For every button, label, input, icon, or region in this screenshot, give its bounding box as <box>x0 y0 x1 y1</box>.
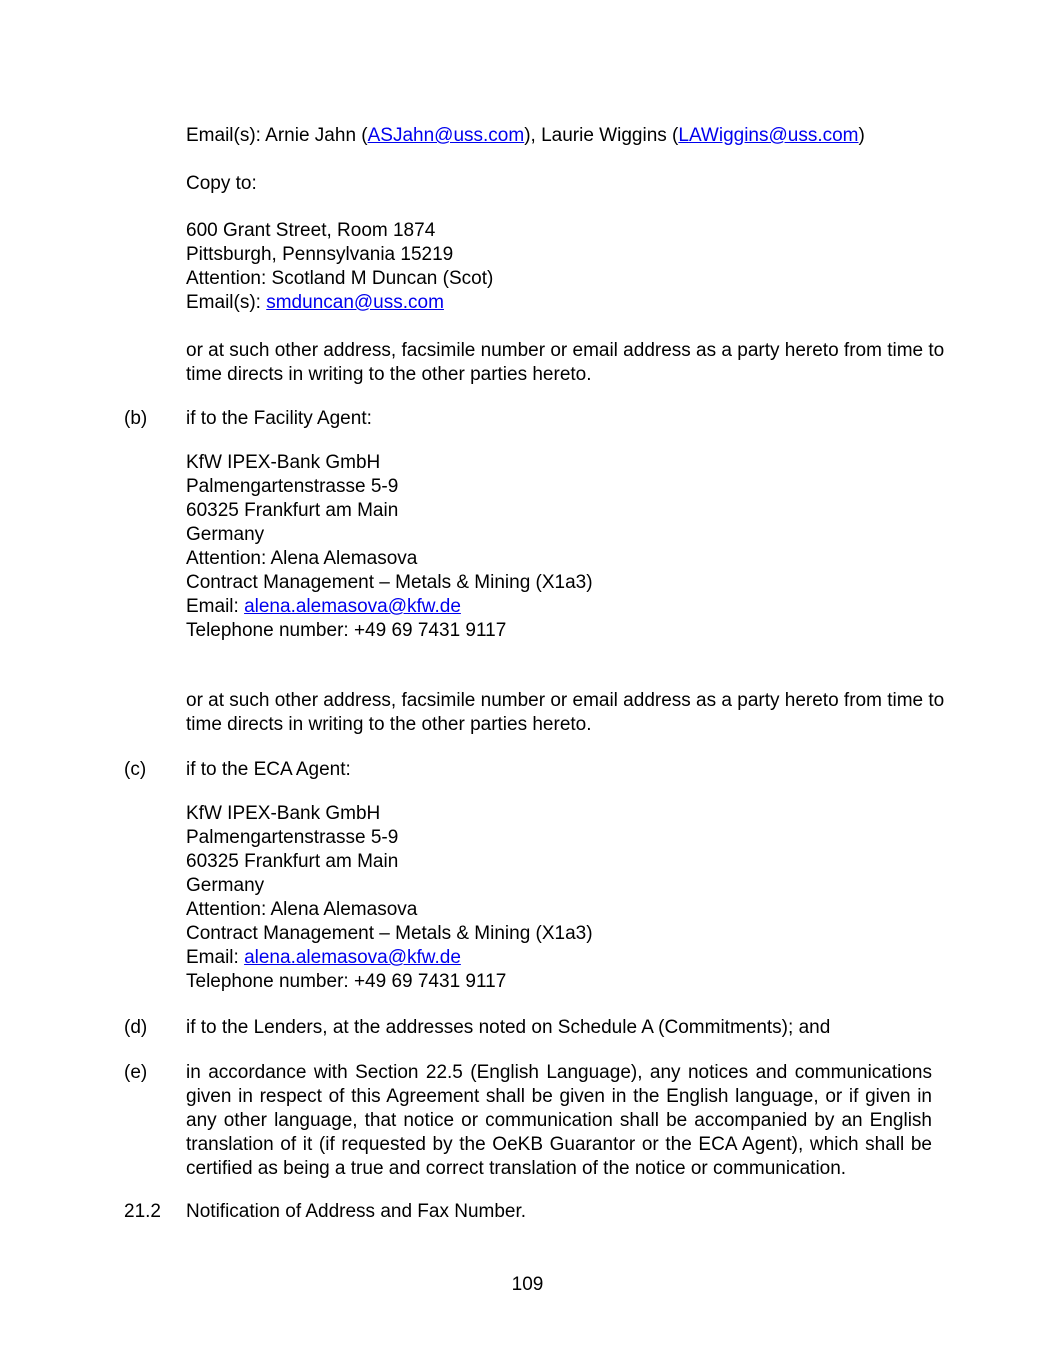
address-line: Attention: Scotland M Duncan (Scot) <box>186 268 494 289</box>
telephone-line: Telephone number: +49 69 7431 9117 <box>186 971 507 992</box>
email-link-alemasova[interactable]: alena.alemasova@kfw.de <box>244 596 461 617</box>
item-label-d: (d) <box>124 1017 148 1038</box>
address-line: Attention: Alena Alemasova <box>186 548 418 569</box>
address-line: 60325 Frankfurt am Main <box>186 851 399 872</box>
email-link-asjahn[interactable]: ASJahn@uss.com <box>367 125 525 146</box>
email-link-alemasova[interactable]: alena.alemasova@kfw.de <box>244 947 461 968</box>
address-line: Pittsburgh, Pennsylvania 15219 <box>186 244 454 265</box>
contact-email-line: Email(s): Arnie Jahn (ASJahn@uss.com), Laurie Wiggins (LAWiggins@uss.com) <box>186 125 865 146</box>
other-address-paragraph: or at such other address, facsimile number or email address as a party hereto from time to time directs in writing to the other parties hereto. <box>186 340 945 385</box>
address-line: Germany <box>186 524 265 545</box>
copy-address-block <box>186 219 932 315</box>
section-number: 21.2 <box>124 1201 161 1222</box>
eca-agent-heading: if to the ECA Agent: <box>186 759 351 780</box>
other-address-paragraph: or at such other address, facsimile number or email address as a party hereto from time to time directs in writing to the other parties hereto. <box>186 690 945 735</box>
page-number: 109 <box>511 1274 544 1295</box>
english-language-paragraph: in accordance with Section 22.5 (English Language), any notices and communications given in respect of this Agreement shall be given in the English language, or if given in any other language, that notice or communication shall be accompanied by an English translation of it (if requested by the OeKB Guarantor or the ECA Agent), which shall be certified as being a true and correct translation of the notice or communication. <box>186 1062 932 1179</box>
lenders-paragraph: if to the Lenders, at the addresses noted on Schedule A (Commitments); and <box>186 1017 831 1038</box>
address-line: KfW IPEX-Bank GmbH <box>186 803 381 824</box>
facility-agent-heading: if to the Facility Agent: <box>186 408 372 429</box>
email-link-smduncan[interactable]: smduncan@uss.com <box>266 292 444 313</box>
copy-to-label: Copy to: <box>186 173 257 194</box>
address-line: Contract Management – Metals & Mining (X1a3) <box>186 572 593 593</box>
address-line: Germany <box>186 875 265 896</box>
address-line: 600 Grant Street, Room 1874 <box>186 220 436 241</box>
section-title: Notification of Address and Fax Number. <box>186 1201 527 1222</box>
address-line: Palmengartenstrasse 5-9 <box>186 476 399 497</box>
item-label-e: (e) <box>124 1062 148 1083</box>
item-label-c: (c) <box>124 759 147 780</box>
email-link-lawiggins[interactable]: LAWiggins@uss.com <box>678 125 859 146</box>
item-label-b: (b) <box>124 408 148 429</box>
address-line: Palmengartenstrasse 5-9 <box>186 827 399 848</box>
address-line: Attention: Alena Alemasova <box>186 899 418 920</box>
copy-email-line: Email(s): smduncan@uss.com <box>186 292 444 313</box>
facility-agent-address <box>186 451 932 643</box>
email-line: Email: alena.alemasova@kfw.de <box>186 596 461 617</box>
email-line: Email: alena.alemasova@kfw.de <box>186 947 461 968</box>
eca-agent-address <box>186 802 932 994</box>
address-line: Contract Management – Metals & Mining (X1a3) <box>186 923 593 944</box>
telephone-line: Telephone number: +49 69 7431 9117 <box>186 620 507 641</box>
address-line: KfW IPEX-Bank GmbH <box>186 452 381 473</box>
address-line: 60325 Frankfurt am Main <box>186 500 399 521</box>
